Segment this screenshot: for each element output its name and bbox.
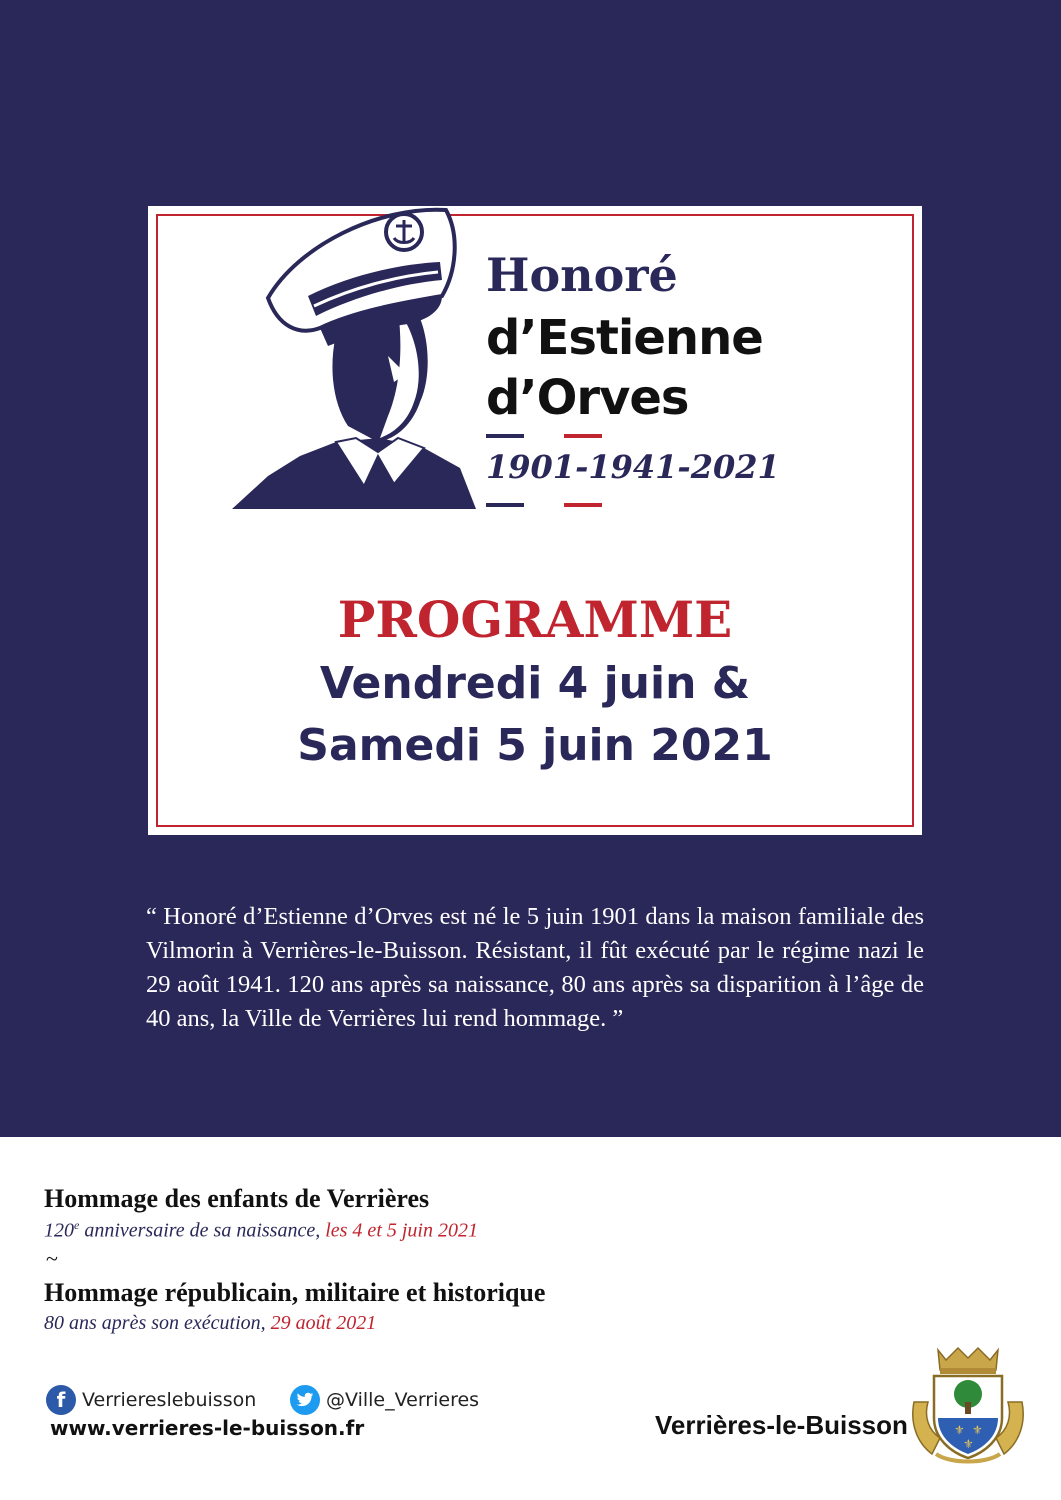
estienne-title-line: d’Estienne xyxy=(486,310,763,366)
event-subtitle-children xyxy=(44,1218,478,1243)
red-dash-top xyxy=(564,434,602,438)
twitter-icon xyxy=(290,1385,320,1415)
execution-text: 80 ans après son exécution, xyxy=(44,1312,266,1334)
svg-text:⚜: ⚜ xyxy=(954,1423,965,1437)
facebook-handle: Verriereslebuisson xyxy=(82,1389,257,1411)
anniversary-ordinal: e xyxy=(74,1218,80,1232)
website-link[interactable]: www.verrieres-le-buisson.fr xyxy=(50,1416,365,1440)
anniversary-number: 120 xyxy=(44,1219,74,1242)
anniversary-text: anniversaire de sa naissance, xyxy=(79,1219,321,1242)
execution-date: 29 août 2021 xyxy=(270,1312,377,1334)
twitter-link[interactable] xyxy=(290,1385,479,1415)
event-title-children: Hommage des enfants de Verrières xyxy=(44,1184,430,1213)
event-separator: ~ xyxy=(46,1246,58,1271)
facebook-link[interactable] xyxy=(46,1385,256,1415)
title-card xyxy=(148,206,922,835)
honore-title-line: Honoré xyxy=(486,248,678,302)
coat-of-arms-icon xyxy=(906,1342,1030,1466)
years-label: 1901-1941-2021 xyxy=(486,448,780,486)
programme-heading: PROGRAMME xyxy=(337,590,733,649)
officer-portrait-icon xyxy=(228,206,488,511)
anniversary-date: les 4 et 5 juin 2021 xyxy=(325,1219,478,1242)
biography-quote: “ Honoré d’Estienne d’Orves est né le 5 juin 1901 dans la maison familiale des Vilmorin à Verrières-le-Buisson. Résistant, il fût exécuté par le régime nazi le 29 août 1941. 120 ans après sa naissance, 80 ans après sa disparition à l’âge de 40 ans, la Ville de Verrières lui rend hommage. ” xyxy=(146,903,924,1032)
twitter-handle: @Ville_Verrieres xyxy=(326,1389,480,1411)
orves-title-line: d’Orves xyxy=(486,370,689,426)
city-name-label: Verrières-le-Buisson xyxy=(655,1410,908,1440)
date-line-friday: Vendredi 4 juin & xyxy=(319,658,751,709)
date-line-saturday: Samedi 5 juin 2021 xyxy=(297,720,773,771)
facebook-glyph: f xyxy=(56,1388,66,1412)
facebook-icon xyxy=(46,1385,76,1415)
red-dash-bottom xyxy=(564,503,602,507)
blue-dash-top xyxy=(486,434,524,438)
blue-dash-bottom xyxy=(486,503,524,507)
svg-text:⚜: ⚜ xyxy=(972,1423,983,1437)
event-subtitle-republican xyxy=(44,1312,376,1335)
svg-text:⚜: ⚜ xyxy=(963,1437,974,1451)
event-title-republican: Hommage républicain, militaire et historique xyxy=(44,1278,546,1307)
